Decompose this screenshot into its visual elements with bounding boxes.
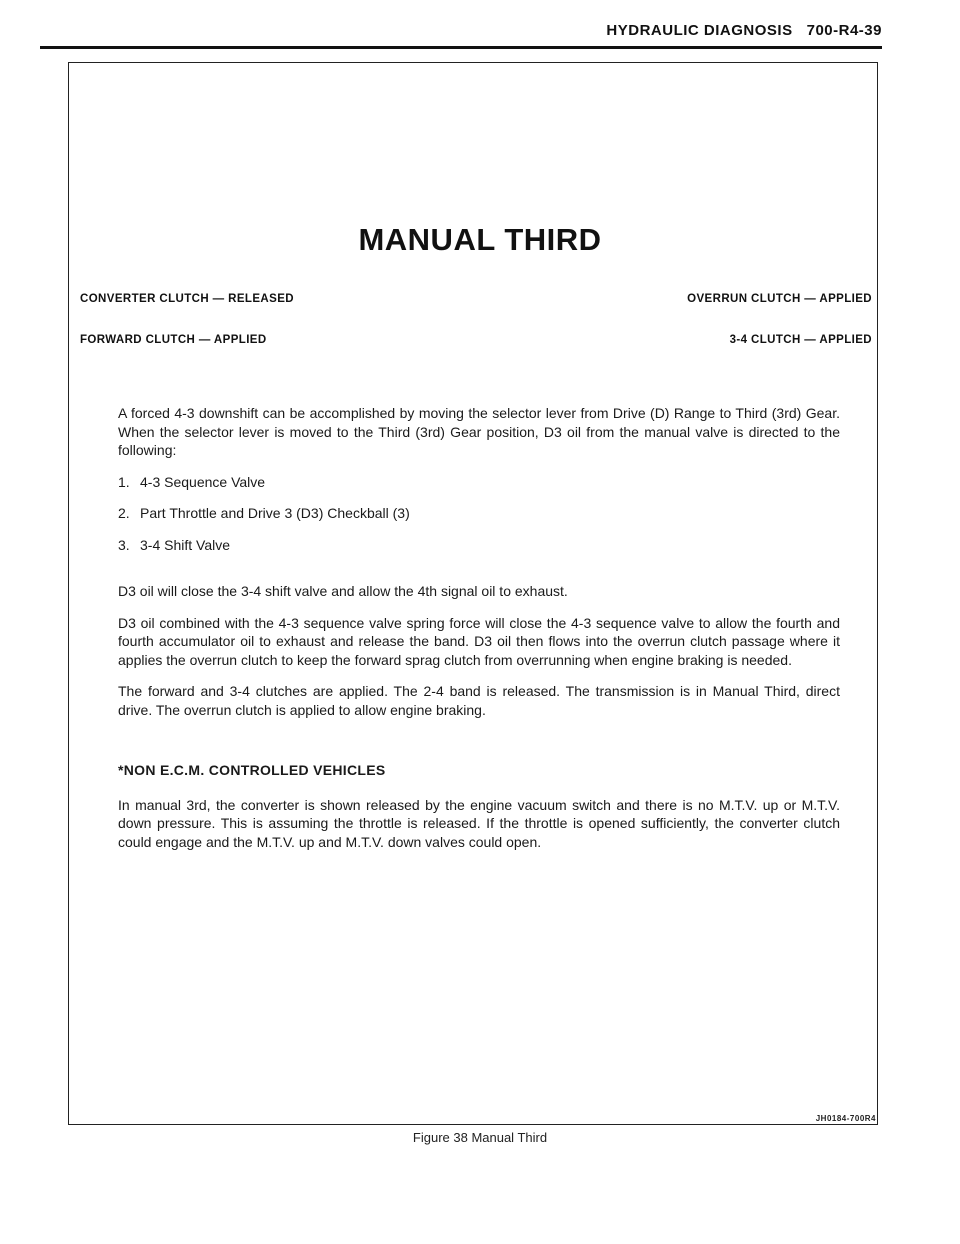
intro-paragraph: A forced 4-3 downshift can be accomplished by moving the selector lever from Drive (D) Range to Third (3rd) Gear. When the selector lever is moved to the Third (3rd) Gear position, D3 oil from the manual valve is directed to the following: [118,405,840,458]
list-item-number: 3. [118,536,130,553]
status-forward-clutch: FORWARD CLUTCH — APPLIED [80,334,267,346]
list-item [118,504,840,523]
header-section: HYDRAULIC DIAGNOSIS [606,22,793,39]
note-paragraph: In manual 3rd, the converter is shown released by the engine vacuum switch and there is no M.T.V. up or M.T.V. down pressure. This is assuming the throttle is released. If the throttle is opened sufficiently, the converter clutch could engage and the M.T.V. up and M.T.V. down valves could open. [118,796,840,850]
paragraph: D3 oil will close the 3-4 shift valve and allow the 4th signal oil to exhaust. [118,583,568,599]
list-item-text: 3-4 Shift Valve [140,536,231,553]
list-item [118,536,840,555]
list-item-text: 4-3 Sequence Valve [140,473,266,490]
figure-code: JH0184-700R4 [815,1114,876,1123]
list-item [118,473,840,492]
subheading: *NON E.C.M. CONTROLLED VEHICLES [118,762,386,778]
header-rule [40,46,882,49]
figure-caption: Figure 38 Manual Third [412,1130,548,1145]
status-overrun-clutch: OVERRUN CLUTCH — APPLIED [687,293,872,305]
oil-destination-list [118,473,840,555]
body-text [118,404,840,864]
status-3-4-clutch: 3-4 CLUTCH — APPLIED [729,334,872,346]
page-header [606,22,882,39]
list-item-number: 2. [118,505,130,521]
paragraph: The forward and 3-4 clutches are applied. The 2-4 band is released. The transmission is in Manual Third, direct drive. The overrun clutch is applied to allow engine braking. [118,683,840,718]
list-item-text: Part Throttle and Drive 3 (D3) Checkball (3) [140,505,410,521]
header-page-number: 700-R4-39 [806,22,882,39]
list-item-number: 1. [118,473,130,490]
figure-title: MANUAL THIRD [358,222,602,257]
status-converter-clutch: CONVERTER CLUTCH — RELEASED [80,293,294,305]
paragraph: D3 oil combined with the 4-3 sequence valve spring force will close the 4-3 sequence valve to allow the fourth and fourth accumulator oil to exhaust and release the band. D3 oil then flows into the overrun clutch passage where it applies the overrun clutch to keep the forward sprag clutch from overrunning when engine braking is needed. [118,614,840,668]
